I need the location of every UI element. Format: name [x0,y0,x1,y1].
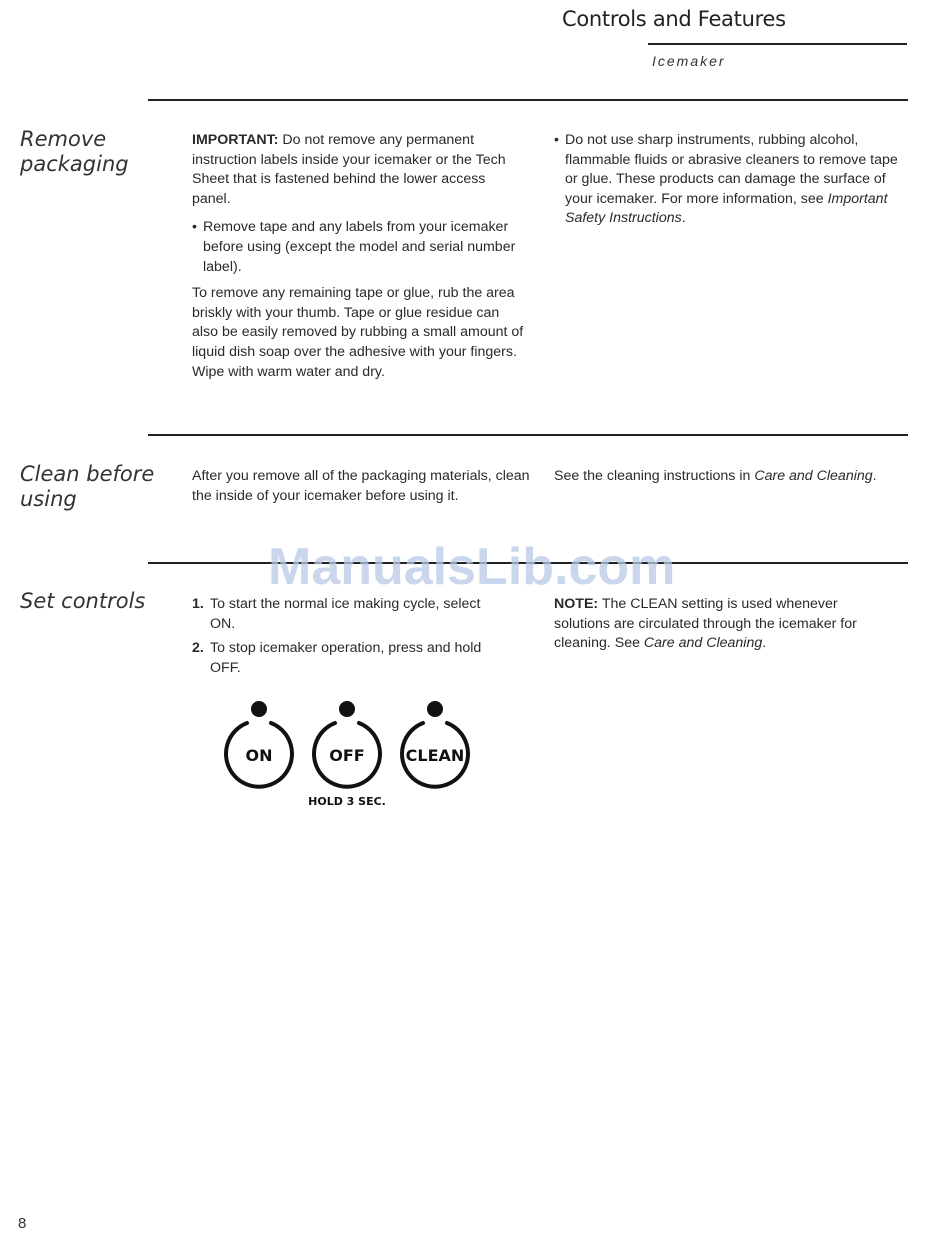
controls-steps [192,595,502,678]
section-title-clean-before-using: Clean before using [20,462,155,511]
clean-button-icon [402,701,468,787]
bullet-icon: • [192,219,197,236]
controls-note: NOTE: The CLEAN setting is used whenever solutions are circulated through the icemaker for cleaning. See Care and Cleaning. [554,596,857,652]
clean-right-paragraph: See the cleaning instructions in Care and Cleaning. [554,468,877,484]
remove-packaging-right-column [554,131,899,229]
section-divider [148,99,908,101]
list-item: • Remove tape and any labels from your icemaker before using (except the model and serial number label). [192,218,527,277]
control-panel-illustration [215,695,485,815]
section-title-remove-packaging: Remove packaging [20,127,129,176]
list-item: 2. To stop icemaker operation, press and hold OFF. [192,640,482,676]
on-button-icon [226,701,292,787]
off-button-icon [314,701,380,787]
important-paragraph: IMPORTANT: Do not remove any permanent instruction labels inside your icemaker or the Tech Sheet that is fastened behind the lower access panel. [192,132,506,207]
tape-removal-paragraph: To remove any remaining tape or glue, rub the area briskly with your thumb. Tape or glue residue can also be easily removed by rubbing a small amount of liquid dish soap over the adhesive with your fingers. Wipe with warm water and dry. [192,285,524,380]
list-item: • Do not use sharp instruments, rubbing alcohol, flammable fluids or abrasive cleaners to remove tape or glue. These products can damage the surface of your icemaker. For more information, see Important Safety Instructions. [554,131,899,229]
off-label: OFF [329,746,365,765]
on-label: ON [245,746,273,765]
remove-packaging-left-column [192,131,527,382]
page-subtitle: Icemaker [652,53,726,69]
header-divider [648,43,907,45]
clean-left-paragraph: After you remove all of the packaging materials, clean the inside of your icemaker before using it. [192,468,530,504]
section-title-set-controls: Set controls [20,589,146,613]
clean-label: CLEAN [405,746,465,765]
watermark: ManualsLib.com [268,538,676,596]
hold-instruction: HOLD 3 SEC. [308,795,386,808]
bullet-icon: • [554,132,559,148]
page-number: 8 [18,1215,27,1232]
page-title: Controls and Features [562,7,786,31]
section-divider [148,434,908,436]
list-item: 1. To start the normal ice making cycle, select ON. [192,596,481,632]
